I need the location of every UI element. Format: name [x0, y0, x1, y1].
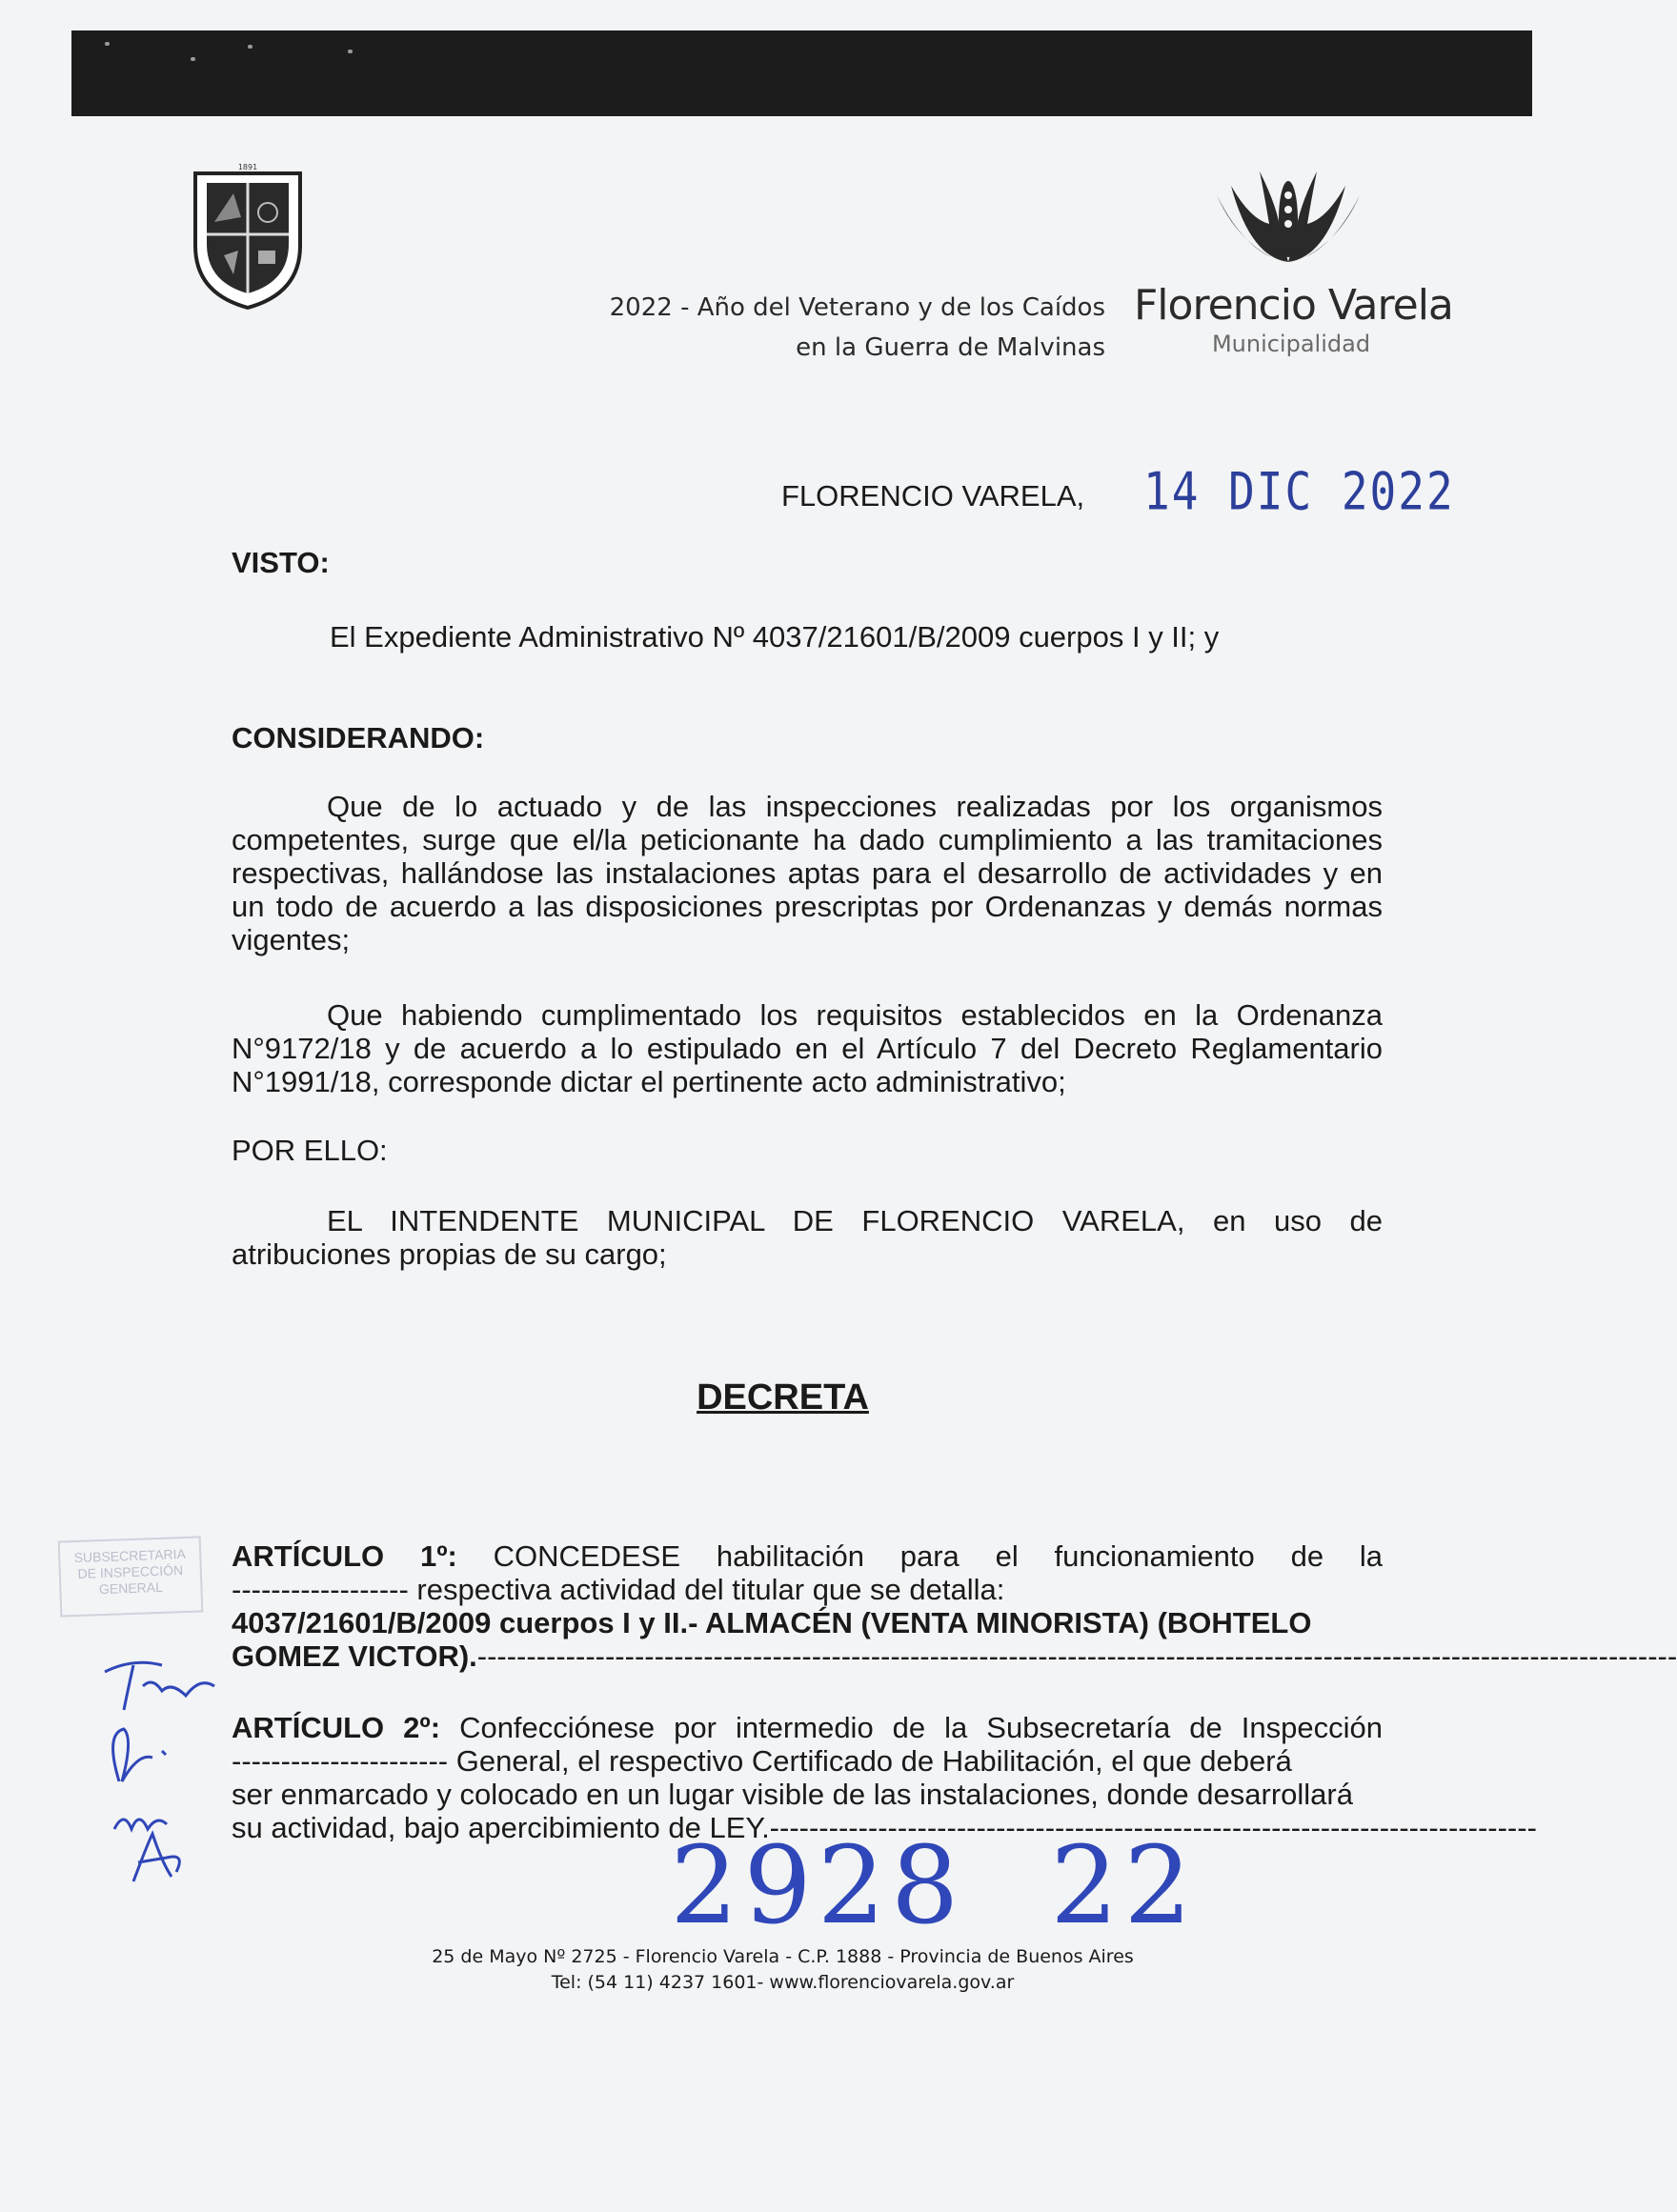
articulo-1-line-4	[232, 1639, 1677, 1673]
decree-year: 22	[1050, 1824, 1198, 1948]
articulo-2-text-1: Confecciónese por intermedio de la Subsecretaría de Inspección	[459, 1711, 1383, 1744]
visto-text: El Expediente Administrativo Nº 4037/21601/B/2009 cuerpos I y II; y	[330, 620, 1220, 654]
side-stamp-line-3: GENERAL	[98, 1579, 164, 1598]
side-stamp-line-2: DE INSPECCIÓN	[77, 1562, 184, 1581]
decree-number: 2928	[670, 1824, 965, 1948]
articulo-2-line-2: ---------------------- General, el respectivo Certificado de Habilitación, el que deberá	[232, 1744, 1292, 1778]
articulo-1-line-2: ------------------ respectiva actividad del titular que se detalla:	[232, 1573, 1005, 1606]
year-motto	[534, 288, 1105, 368]
logo-name: Florencio Varela	[1134, 281, 1453, 330]
municipal-seal-icon	[186, 160, 310, 312]
side-stamp-line-1: SUBSECRETARIA	[73, 1545, 187, 1566]
por-ello-heading: POR ELLO:	[232, 1134, 388, 1167]
scanner-top-bar	[71, 30, 1532, 116]
articulo-1-text-1: CONCEDESE habilitación para el funcionamiento de la	[493, 1539, 1383, 1573]
considerando-paragraph-1: Que de lo actuado y de las inspecciones realizadas por los organismos competentes, surge que el/la peticionante ha dado cumplimiento a las tramitaciones respectivas, hallándose las instalaciones aptas para el desarrollo de actividades y en un todo de acuerdo a las disposiciones prescriptas por Ordenanzas y demás normas vigentes;	[232, 790, 1383, 956]
articulo-1-titular: GOMEZ VICTOR).	[232, 1639, 477, 1673]
visto-heading: VISTO:	[232, 546, 330, 579]
scan-speck	[348, 50, 353, 53]
articulo-1	[232, 1539, 1677, 1673]
considerando-heading: CONSIDERANDO:	[232, 721, 485, 754]
municipality-logo	[1134, 167, 1453, 395]
seal-year: 1891	[237, 163, 258, 171]
articulo-2-line-1	[232, 1711, 1383, 1744]
articulo-1-label: ARTÍCULO 1º:	[232, 1539, 457, 1573]
decreta-heading: DECRETA	[697, 1377, 869, 1418]
articulo-1-line-3: 4037/21601/B/2009 cuerpos I y II.- ALMACÉN (VENTA MINORISTA) (BOHTELO	[232, 1606, 1312, 1639]
decree-number-stamp	[667, 1824, 1201, 1948]
logo-subtitle: Municipalidad	[1211, 331, 1371, 357]
date-stamp: 14 DIC 2022	[1143, 461, 1455, 522]
considerando-paragraph-2: Que habiendo cumplimentado los requisitos establecidos en la Ordenanza N°9172/18 y de acuerdo a lo estipulado en el Artículo 7 del Decreto Reglamentario N°1991/18, corresponde dictar el pertinente acto administrativo;	[232, 998, 1383, 1098]
handwritten-initials-icon	[95, 1639, 229, 1886]
articulo-2-line-3: ser enmarcado y colocado en un lugar visible de las instalaciones, donde desarrollará	[232, 1778, 1353, 1811]
scan-speck	[191, 57, 195, 61]
scan-speck	[248, 45, 253, 49]
articulo-1-line-1	[232, 1539, 1383, 1573]
articulo-2-label: ARTÍCULO 2º:	[232, 1711, 441, 1744]
articulo-1-dashes: --------------------------------------------------------------------------------------------------------------------------	[476, 1639, 1677, 1673]
footer-address: 25 de Mayo Nº 2725 - Florencio Varela - C.P. 1888 - Provincia de Buenos Aires	[432, 1946, 1134, 1967]
inspection-side-stamp	[58, 1536, 204, 1617]
footer-contact: Tel: (54 11) 4237 1601- www.florenciovarela.gov.ar	[551, 1972, 1015, 1993]
flower-logo-icon	[1212, 167, 1364, 271]
scan-speck	[105, 42, 110, 46]
date-label: FLORENCIO VARELA,	[781, 479, 1085, 513]
motto-line-2: en la Guerra de Malvinas	[796, 333, 1105, 362]
por-ello-text: EL INTENDENTE MUNICIPAL DE FLORENCIO VARELA, en uso de atribuciones propias de su cargo;	[232, 1204, 1383, 1271]
motto-line-1: 2022 - Año del Veterano y de los Caídos	[609, 293, 1105, 322]
articulo-2-line-4: su actividad, bajo apercibimiento de LEY.------------------------------------------------------------------------------	[232, 1811, 1537, 1844]
